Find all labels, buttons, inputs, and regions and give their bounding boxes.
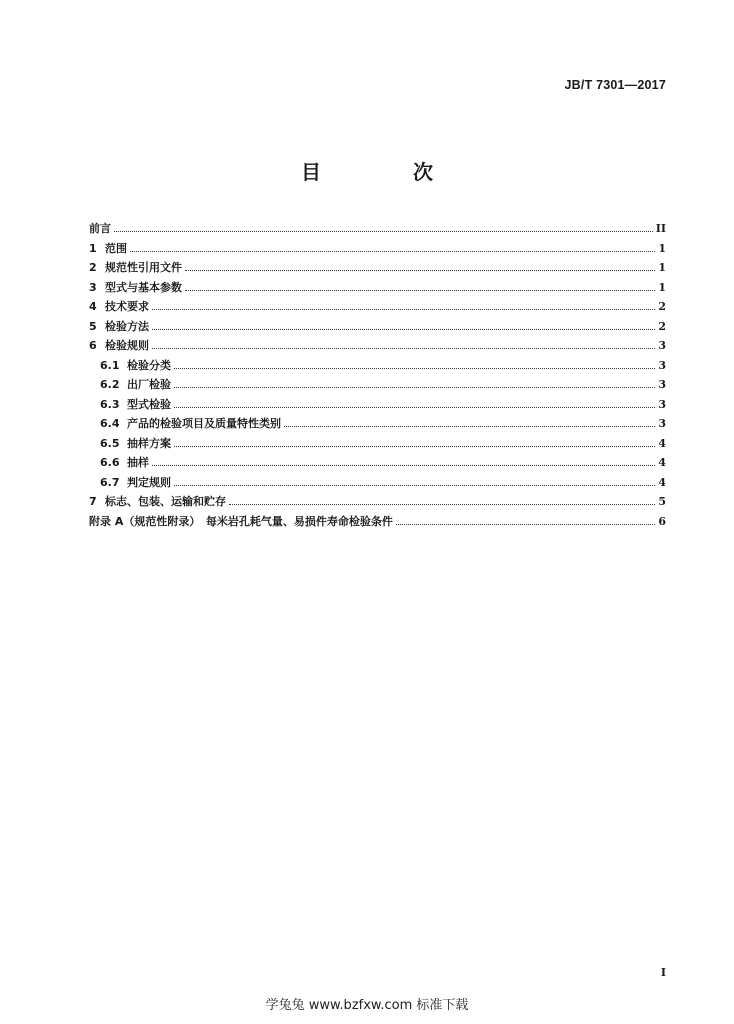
toc-entry-page: 1 (658, 261, 666, 274)
toc-entry[interactable] (89, 318, 666, 338)
toc-leader-dots (152, 328, 655, 330)
toc-leader-dots (152, 308, 655, 310)
table-of-contents (89, 220, 666, 532)
toc-entry-label: 检验分类 (127, 358, 171, 372)
toc-entry-label: 技术要求 (105, 300, 149, 313)
toc-entry-label: 型式检验 (127, 397, 171, 411)
toc-entry-number: 6.1 (100, 358, 120, 372)
toc-entry-number: 5 (89, 319, 97, 333)
toc-entry-number: 6.3 (100, 397, 120, 411)
toc-entry-page: 4 (658, 456, 666, 469)
standard-code: JB/T 7301—2017 (564, 78, 666, 92)
toc-entry-label: 产品的检验项目及质量特性类别 (127, 417, 281, 430)
toc-entry[interactable] (89, 259, 666, 279)
toc-leader-dots (185, 269, 655, 271)
toc-leader-dots (174, 386, 655, 388)
toc-entry[interactable] (89, 474, 666, 494)
toc-entry-number: 6.4 (100, 417, 120, 430)
toc-entry-label: 附录 A（规范性附录） 每米岩孔耗气量、易损件寿命检验条件 (89, 514, 393, 528)
toc-entry-label: 抽样方案 (127, 436, 171, 450)
toc-entry-page: 2 (658, 300, 666, 313)
toc-entry[interactable] (89, 376, 666, 396)
toc-entry-label: 前言 (89, 222, 111, 235)
toc-entry[interactable] (89, 279, 666, 299)
toc-entry-number: 6.6 (100, 456, 120, 469)
toc-leader-dots (174, 445, 655, 447)
toc-entry-label: 检验方法 (105, 319, 149, 333)
toc-leader-dots (152, 464, 655, 466)
toc-entry-page: 3 (658, 397, 666, 411)
toc-entry-label: 范围 (105, 241, 127, 255)
toc-entry-page: 2 (658, 319, 666, 333)
toc-entry-page: 3 (658, 339, 666, 352)
toc-leader-dots (114, 230, 653, 232)
toc-leader-dots (229, 503, 655, 505)
toc-entry-number: 6.2 (100, 378, 120, 391)
toc-leader-dots (284, 425, 655, 427)
toc-entry-label: 判定规则 (127, 475, 171, 489)
toc-entry-label: 规范性引用文件 (105, 261, 182, 274)
toc-entry-page: 1 (658, 241, 666, 255)
page-title: 目 次 (301, 160, 469, 184)
toc-entry-label: 检验规则 (105, 339, 149, 352)
toc-entry-page: 6 (658, 514, 666, 528)
toc-entry[interactable] (89, 513, 666, 533)
toc-entry[interactable] (89, 415, 666, 435)
toc-entry-label: 出厂检验 (127, 378, 171, 391)
toc-entry-label: 标志、包装、运输和贮存 (105, 495, 226, 508)
toc-leader-dots (152, 347, 655, 349)
toc-entry[interactable] (89, 220, 666, 240)
toc-entry[interactable] (89, 240, 666, 260)
toc-entry-page: 3 (658, 417, 666, 430)
toc-entry-page: II (655, 222, 666, 235)
toc-entry-number: 6 (89, 339, 97, 352)
toc-entry-number: 1 (89, 241, 97, 255)
toc-entry-number: 4 (89, 300, 97, 313)
toc-leader-dots (185, 289, 655, 291)
toc-entry-number: 7 (89, 495, 97, 508)
toc-entry-page: 3 (658, 358, 666, 372)
toc-entry[interactable] (89, 396, 666, 416)
toc-entry[interactable] (89, 435, 666, 455)
toc-leader-dots (130, 250, 655, 252)
watermark-text: 学兔兔 www.bzfxw.com 标准下载 (265, 998, 469, 1013)
toc-entry[interactable] (89, 298, 666, 318)
toc-entry-page: 4 (658, 475, 666, 489)
toc-entry-page: 4 (658, 436, 666, 450)
toc-entry-page: 5 (658, 495, 666, 508)
toc-entry-page: 3 (658, 378, 666, 391)
toc-entry-number: 3 (89, 280, 97, 294)
toc-entry[interactable] (89, 454, 666, 474)
toc-entry[interactable] (89, 337, 666, 357)
toc-entry-label: 型式与基本参数 (105, 280, 182, 294)
toc-entry[interactable] (89, 357, 666, 377)
toc-leader-dots (396, 523, 656, 525)
page-number: I (660, 966, 666, 979)
toc-entry-label: 抽样 (127, 456, 149, 469)
toc-entry-number: 2 (89, 261, 97, 274)
toc-entry-number: 6.5 (100, 436, 120, 450)
toc-leader-dots (174, 484, 655, 486)
toc-leader-dots (174, 367, 655, 369)
toc-entry-page: 1 (658, 280, 666, 294)
toc-leader-dots (174, 406, 655, 408)
toc-entry-number: 6.7 (100, 475, 120, 489)
toc-entry[interactable] (89, 493, 666, 513)
